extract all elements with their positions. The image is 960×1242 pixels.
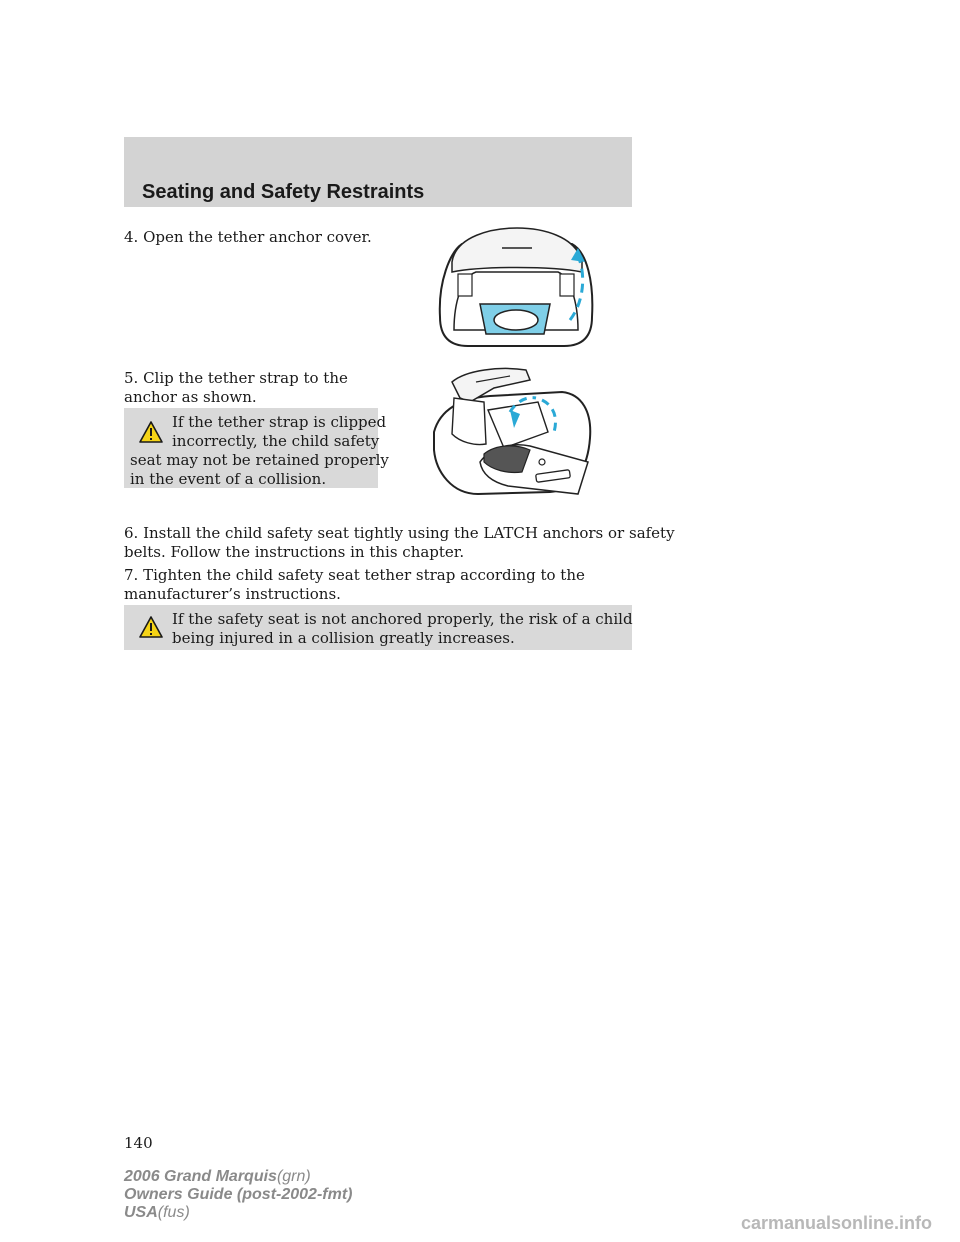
- footer-model-code: (grn): [276, 1168, 311, 1185]
- step-6-text-line-1: 6. Install the child safety seat tightly using the LATCH anchors or safety: [124, 524, 675, 542]
- warning-triangle-icon: [138, 420, 164, 444]
- illustration-anchor-cover-open: [432, 222, 602, 358]
- warning-box-anchor-risk: [124, 605, 632, 650]
- footer-region: USA: [124, 1204, 158, 1221]
- warning-box-tether-clip: [124, 408, 389, 488]
- footer-guide: Owners Guide (post-2002-fmt): [124, 1186, 353, 1203]
- illustration-tether-clip: [430, 362, 600, 506]
- warning-2-line-2: being injured in a collision greatly increases.: [172, 629, 515, 647]
- step-7-text-line-1: 7. Tighten the child safety seat tether strap according to the: [124, 566, 585, 584]
- step-6-text-line-2: belts. Follow the instructions in this chapter.: [124, 543, 465, 561]
- step-4-text: 4. Open the tether anchor cover.: [124, 228, 372, 246]
- step-5-text-line-1: 5. Clip the tether strap to the: [124, 369, 348, 387]
- header-band: [124, 137, 632, 207]
- page-number: 140: [124, 1134, 153, 1152]
- footer-model: 2006 Grand Marquis: [124, 1168, 277, 1185]
- warning-1-line-1: If the tether strap is clipped: [172, 413, 387, 431]
- watermark: carmanualsonline.info: [740, 1213, 932, 1233]
- page-title: Seating and Safety Restraints: [142, 181, 425, 203]
- step-5-text-line-2: anchor as shown.: [124, 388, 257, 406]
- step-7-text-line-2: manufacturer’s instructions.: [124, 585, 341, 603]
- warning-triangle-icon: [138, 615, 164, 639]
- warning-1-line-2: incorrectly, the child safety: [172, 432, 380, 450]
- warning-2-line-1: If the safety seat is not anchored properly, the risk of a child: [172, 610, 633, 628]
- footer-region-code: (fus): [157, 1204, 190, 1221]
- warning-1-line-3: seat may not be retained properly: [130, 451, 389, 469]
- document-footer: [124, 1168, 352, 1222]
- warning-1-line-4: in the event of a collision.: [130, 470, 327, 488]
